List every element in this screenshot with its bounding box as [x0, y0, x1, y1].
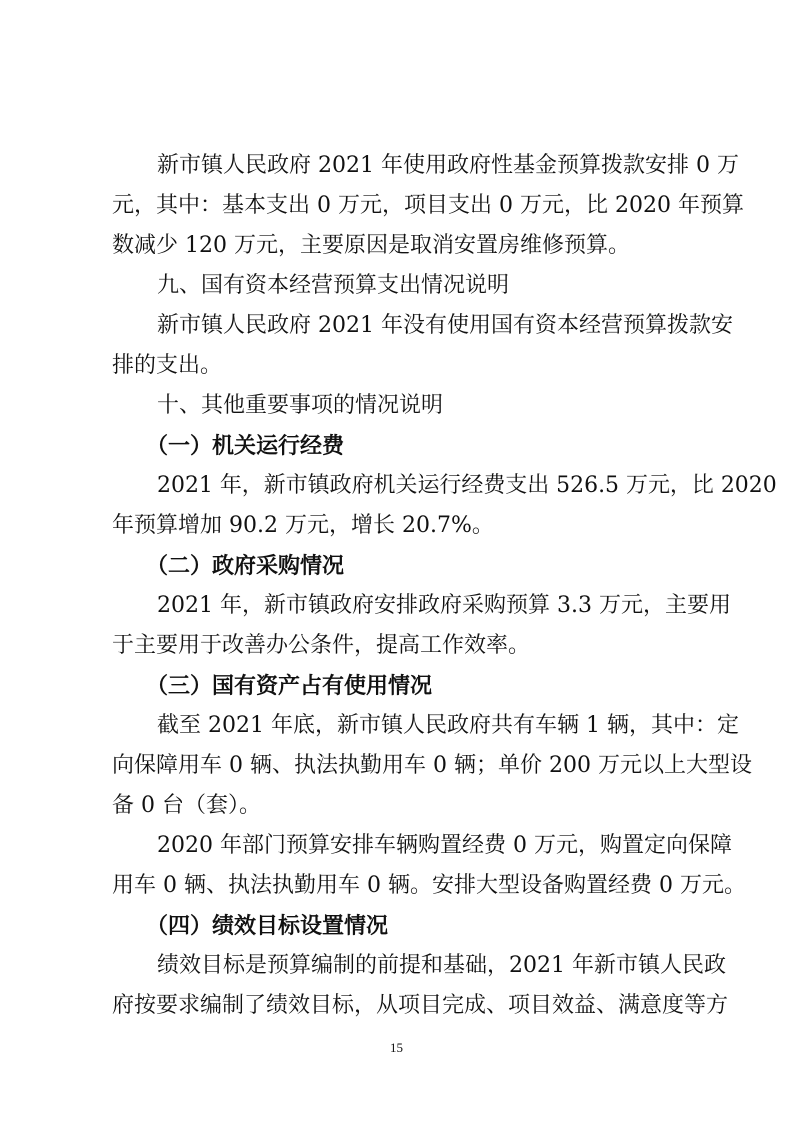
section-heading: 九、国有资本经营预算支出情况说明 — [157, 273, 510, 298]
page-number: 15 — [390, 1040, 403, 1055]
paragraph-line: 于主要用于改善办公条件，提高工作效率。 — [112, 633, 531, 658]
subsection-heading: （二）政府采购情况 — [146, 553, 345, 579]
paragraph-line: 新市镇人民政府 2021 年没有使用国有资本经营预算拨款安 — [157, 313, 733, 338]
paragraph-line: 2021 年，新市镇政府安排政府采购预算 3.3 万元，主要用 — [157, 593, 731, 618]
paragraph-line: 府按要求编制了绩效目标，从项目完成、项目效益、满意度等方 — [112, 993, 729, 1018]
subsection-heading: （三）国有资产占有使用情况 — [146, 673, 433, 699]
paragraph-line: 备 0 台（套）。 — [112, 793, 261, 818]
paragraph-line: 元，其中：基本支出 0 万元，项目支出 0 万元，比 2020 年预算 — [112, 193, 744, 218]
paragraph-line: 截至 2021 年底，新市镇人民政府共有车辆 1 辆，其中：定 — [157, 713, 739, 738]
paragraph-line: 新市镇人民政府 2021 年使用政府性基金预算拨款安排 0 万 — [157, 153, 739, 178]
subsection-heading: （四）绩效目标设置情况 — [146, 913, 389, 939]
paragraph-line: 2020 年部门预算安排车辆购置经费 0 万元，购置定向保障 — [157, 833, 732, 858]
section-heading: 十、其他重要事项的情况说明 — [157, 393, 444, 418]
paragraph-line: 排的支出。 — [112, 353, 223, 378]
paragraph-line: 用车 0 辆、执法执勤用车 0 辆。安排大型设备购置经费 0 万元。 — [112, 873, 746, 898]
subsection-heading: （一）机关运行经费 — [146, 433, 345, 459]
paragraph-line: 数减少 120 万元，主要原因是取消安置房维修预算。 — [112, 233, 630, 258]
paragraph-line: 年预算增加 90.2 万元，增长 20.7%。 — [112, 513, 494, 538]
paragraph-line: 2021 年，新市镇政府机关运行经费支出 526.5 万元，比 2020 — [157, 473, 777, 498]
paragraph-line: 向保障用车 0 辆、执法执勤用车 0 辆；单价 200 万元以上大型设 — [112, 753, 752, 778]
paragraph-line: 绩效目标是预算编制的前提和基础，2021 年新市镇人民政 — [157, 953, 726, 978]
